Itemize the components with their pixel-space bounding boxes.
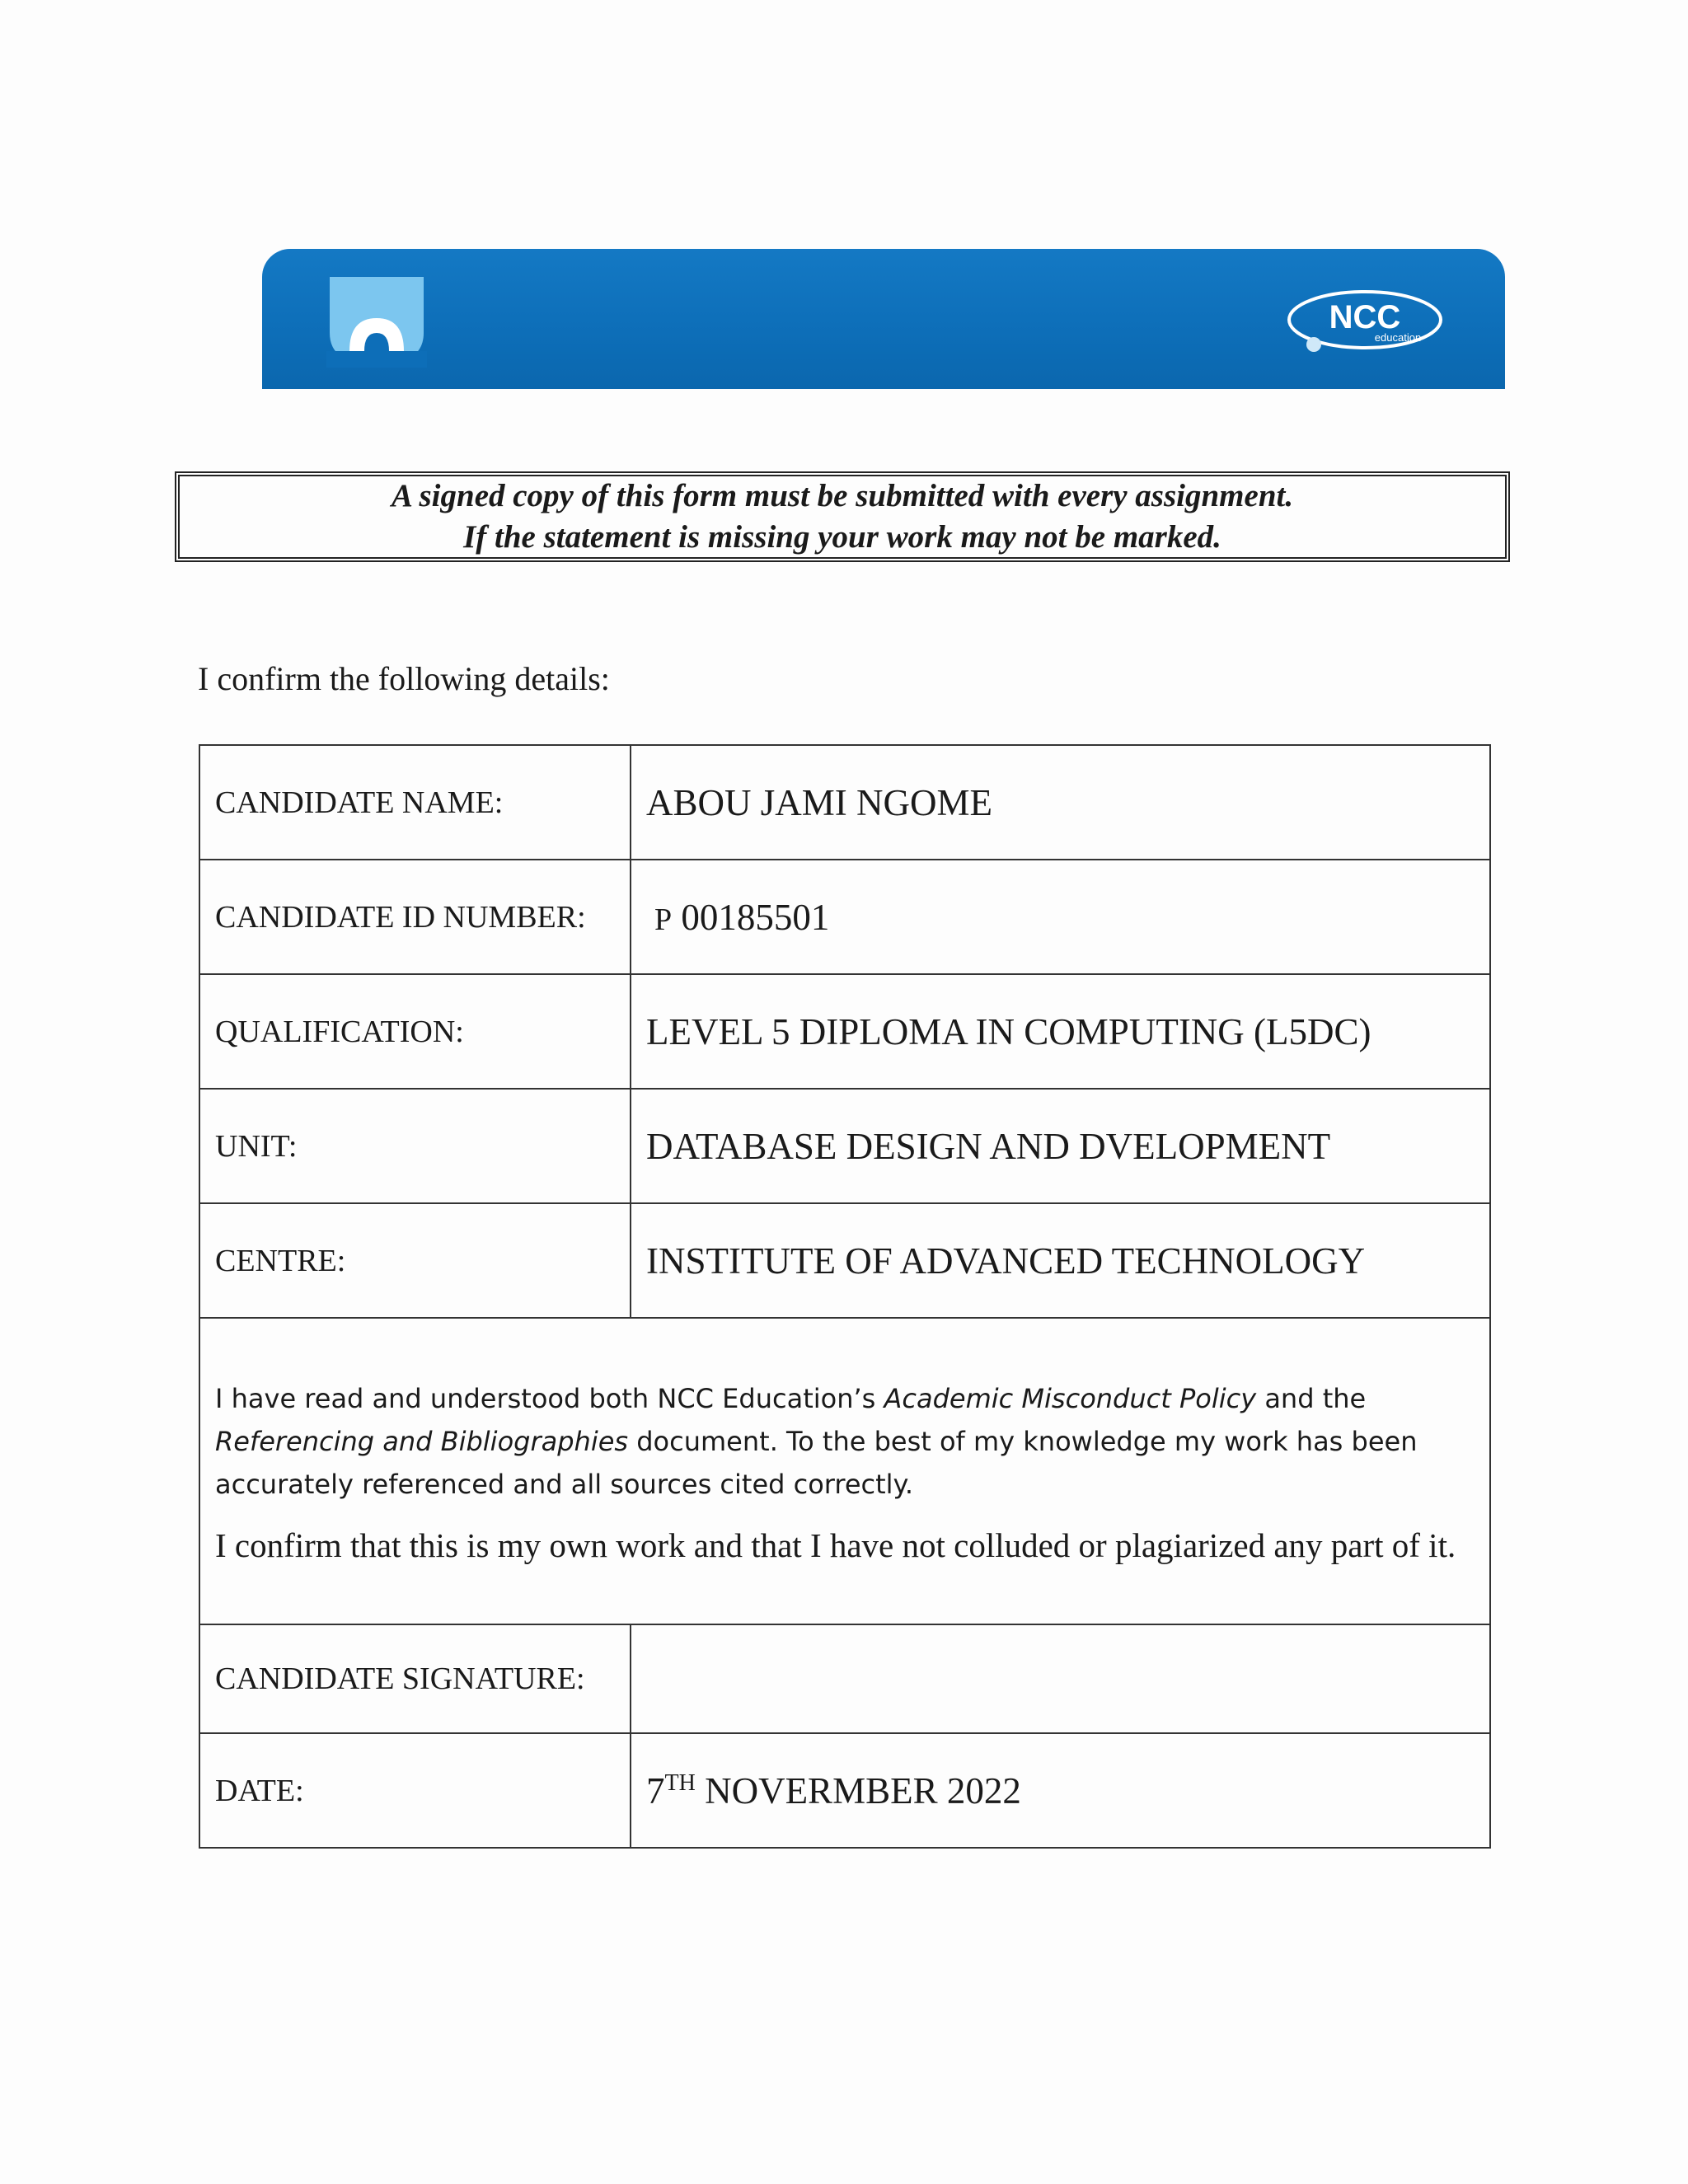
unit-value: DATABASE DESIGN AND DVELOPMENT (631, 1089, 1490, 1203)
details-table (199, 744, 1491, 1849)
notice-line-2: If the statement is missing your work may not be marked. (463, 519, 1221, 555)
centre-label: CENTRE: (199, 1203, 631, 1318)
centre-value: INSTITUTE OF ADVANCED TECHNOLOGY (631, 1203, 1490, 1318)
svg-text:NCC: NCC (1329, 299, 1401, 335)
unit-row (199, 1089, 1490, 1203)
signature-field[interactable] (631, 1624, 1490, 1733)
intro-text: I confirm the following details: (198, 660, 610, 697)
qualification-value: LEVEL 5 DIPLOMA IN COMPUTING (L5DC) (631, 974, 1490, 1089)
signature-row (199, 1624, 1490, 1733)
notice-line-1: A signed copy of this form must be submitted with every assignment. (391, 478, 1294, 513)
document-name: Referencing and Bibliographies (215, 1426, 629, 1457)
declaration-cell (199, 1318, 1490, 1624)
date-value: 7TH NOVERMBER 2022 (631, 1733, 1490, 1848)
candidate-id-row (199, 860, 1490, 974)
unit-label: UNIT: (199, 1089, 631, 1203)
ncc-education-logo-icon (1282, 284, 1447, 358)
candidate-name-value: ABOU JAMI NGOME (631, 745, 1490, 860)
candidate-name-label: CANDIDATE NAME: (199, 745, 631, 860)
date-suffix: TH (664, 1769, 696, 1796)
candidate-id-prefix: P (654, 902, 673, 937)
candidate-id-label: CANDIDATE ID NUMBER: (199, 860, 631, 974)
candidate-id-number: 00185501 (681, 896, 830, 938)
candidate-name-row (199, 745, 1490, 860)
signature-label: CANDIDATE SIGNATURE: (199, 1624, 631, 1733)
shield-arch-icon (326, 275, 427, 368)
candidate-id-value (631, 860, 1490, 974)
policy-statement: I have read and understood both NCC Education’s Academic Misconduct Policy and the Referencing and Bibliographies document. To the best of my knowledge my work has been accurately referenced and all sources cited correctly. (215, 1383, 1418, 1500)
centre-row (199, 1203, 1490, 1318)
qualification-row (199, 974, 1490, 1089)
date-row (199, 1733, 1490, 1848)
declaration-row (199, 1318, 1490, 1624)
originality-statement: I confirm that this is my own work and that I have not colluded or plagiarized any part of it. (215, 1526, 1456, 1564)
svg-text:education: education (1374, 331, 1422, 344)
date-label: DATE: (199, 1733, 631, 1848)
qualification-label: QUALIFICATION: (199, 974, 631, 1089)
submission-notice (175, 471, 1510, 562)
header-banner (262, 249, 1505, 389)
policy-name: Academic Misconduct Policy (884, 1383, 1257, 1414)
